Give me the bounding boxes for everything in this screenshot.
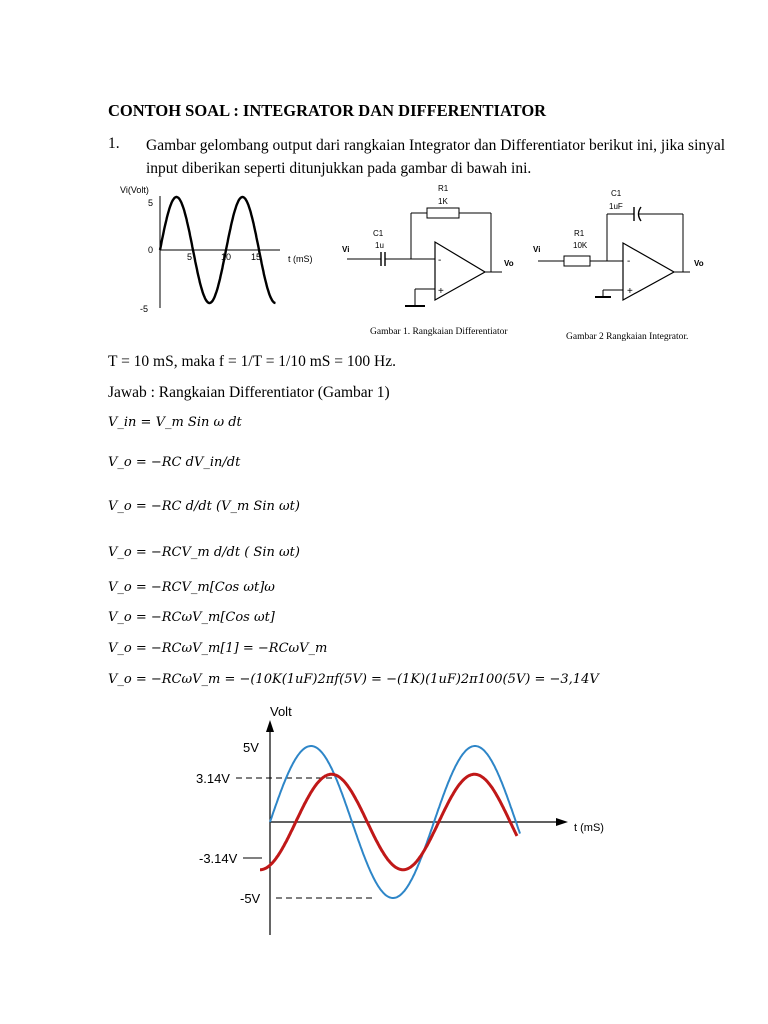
- input-tick-5: 5: [148, 198, 154, 208]
- fig1-c-value: 1u: [375, 241, 384, 250]
- answer-heading: Jawab : Rangkaian Differentiator (Gambar 1): [108, 384, 390, 401]
- label-neg-5v: -5V: [240, 891, 261, 906]
- fig1-minus: -: [438, 255, 442, 266]
- label-5v: 5V: [243, 740, 259, 755]
- page-title: CONTOH SOAL : INTEGRATOR DAN DIFFERENTIATOR: [108, 101, 547, 120]
- input-xtick-15: 15: [251, 252, 262, 262]
- equation-4: V_o = −RCV_m d/dt ( Sin ωt): [108, 545, 300, 560]
- fig1-r-value: 1K: [438, 197, 448, 206]
- fig2-c-label: C1: [611, 189, 622, 198]
- fig1-c-label: C1: [373, 229, 384, 238]
- fig2-caption: Gambar 2 Rangkaian Integrator.: [566, 332, 689, 342]
- fig2-minus: -: [627, 256, 631, 267]
- fig2-plus: +: [627, 286, 633, 297]
- fig1-plus: +: [438, 286, 444, 297]
- input-graph-xlabel: t (mS): [288, 254, 313, 264]
- input-xtick-10: 10: [221, 252, 232, 262]
- label-3-14v: 3.14V: [196, 771, 230, 786]
- fig1-vi: Vi: [342, 245, 350, 254]
- fig2-r-value: 10K: [573, 241, 588, 250]
- period-statement: T = 10 mS, maka f = 1/T = 1/10 mS = 100 Hz.: [108, 353, 396, 370]
- fig1-caption: Gambar 1. Rangkaian Differentiator: [370, 327, 508, 337]
- fig2-vo: Vo: [694, 259, 704, 268]
- input-xtick-5: 5: [187, 252, 193, 262]
- input-tick-neg5: -5: [140, 304, 149, 314]
- input-tick-0: 0: [148, 245, 154, 255]
- equation-8: V_o = −RCωV_m = −(10K(1uF)2πf(5V) = −(1K)(1uF)2π100(5V) = −3,14V: [108, 672, 599, 687]
- equation-2: V_o = −RC dV_in/dt: [108, 455, 241, 470]
- equation-7: V_o = −RCωV_m[1] = −RCωV_m: [108, 641, 328, 656]
- fig2-r-label: R1: [574, 229, 585, 238]
- output-graph-ylabel: Volt: [270, 704, 292, 719]
- equation-3: V_o = −RC d/dt (V_m Sin ωt): [108, 499, 300, 514]
- fig1-vo: Vo: [504, 259, 514, 268]
- fig1-r-label: R1: [438, 184, 449, 193]
- input-graph-ylabel: Vi(Volt): [120, 185, 149, 195]
- equation-5: V_o = −RCV_m[Cos ωt]ω: [108, 580, 275, 595]
- equation-1: V_in = V_m Sin ω dt: [108, 415, 242, 430]
- fig2-c-value: 1uF: [609, 202, 623, 211]
- question-text: Gambar gelombang output dari rangkaian Integrator dan Differentiator berikut ini, jika sinyal input diberikan seperti ditunjukkan pada gambar di bawah ini.: [146, 137, 726, 177]
- equation-6: V_o = −RCωV_m[Cos ωt]: [108, 610, 275, 625]
- question-number: 1.: [108, 135, 120, 152]
- fig2-vi: Vi: [533, 245, 541, 254]
- output-graph-xlabel: t (mS): [574, 822, 604, 834]
- label-neg-3-14v: -3.14V: [199, 851, 238, 866]
